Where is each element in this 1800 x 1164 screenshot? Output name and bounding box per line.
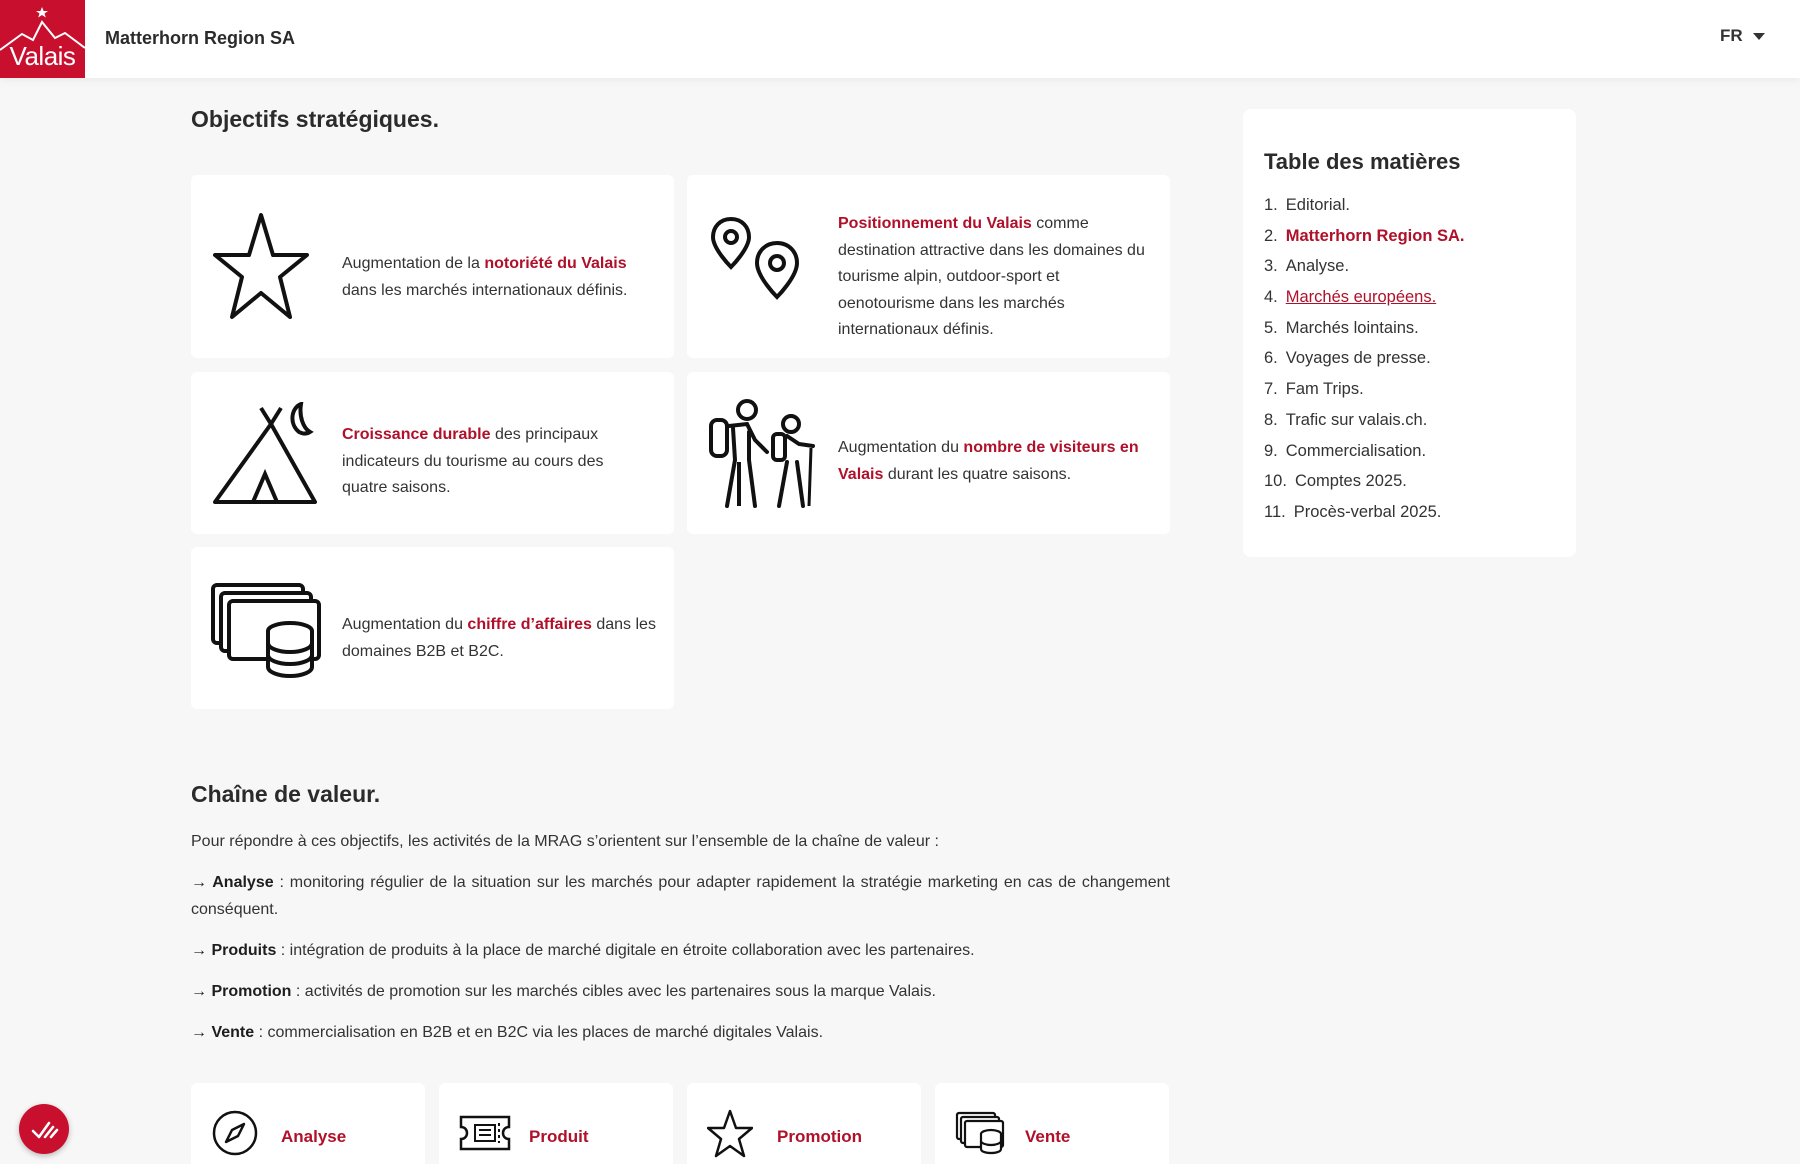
- objective-text: Augmentation de la notoriété du Valais dans les marchés internationaux définis.: [342, 255, 628, 299]
- tent-moon-icon: [213, 402, 317, 506]
- hikers-icon: [707, 398, 819, 510]
- objective-card-visitors: [687, 372, 1170, 534]
- compass-icon: [211, 1109, 259, 1157]
- value-card-produit[interactable]: [439, 1083, 673, 1164]
- objective-text: Positionnement du Valais comme destination attractive dans les domaines du tourisme alpin, outdoor-sport et oenotourisme dans les marchés internationaux définis.: [838, 215, 1145, 338]
- checkmark-lines-icon: [31, 1118, 59, 1142]
- toc-item-commercialisation[interactable]: 9. Commercialisation.: [1264, 441, 1427, 460]
- arrow-right-icon: →: [191, 1024, 207, 1041]
- objective-card-growth: [191, 372, 674, 534]
- value-chain-item-vente: → Vente : commercialisation en B2B et en B2C via les places de marché digitales Valais.: [191, 1024, 824, 1041]
- objective-text: Croissance durable des principaux indicateurs du tourisme au cours des quatre saisons.: [342, 426, 604, 496]
- org-name[interactable]: Matterhorn Region SA: [105, 28, 296, 48]
- valais-logo[interactable]: [0, 0, 85, 78]
- toc-item-fam-trips[interactable]: 7. Fam Trips.: [1264, 380, 1364, 399]
- value-card-label: Promotion: [777, 1127, 862, 1146]
- toc-item-voyages-presse[interactable]: 6. Voyages de presse.: [1264, 349, 1431, 368]
- arrow-right-icon: →: [191, 874, 207, 891]
- value-chain-intro: Pour répondre à ces objectifs, les activités de la MRAG s’orientent sur l’ensemble de la chaîne de valeur :: [191, 833, 939, 850]
- value-chain-title: Chaîne de valeur.: [191, 781, 381, 807]
- language-selector[interactable]: [1720, 26, 1765, 46]
- objectives-title: Objectifs stratégiques.: [191, 106, 439, 132]
- toc-item-marches-europeens[interactable]: 4. Marchés européens.: [1264, 288, 1437, 307]
- objective-card-positioning: [687, 175, 1170, 358]
- floating-action-button[interactable]: [19, 1104, 69, 1154]
- value-card-label: Analyse: [281, 1127, 347, 1146]
- value-chain-item-analyse: → Analyse : monitoring régulier de la situation sur les marchés pour adapter rapidement la stratégie marketing en cas de changement conséquent.: [191, 874, 1170, 918]
- value-card-label: Vente: [1025, 1127, 1071, 1146]
- objective-text: Augmentation du nombre de visiteurs en Valais durant les quatre saisons.: [838, 439, 1139, 483]
- toc-item-marches-lointains[interactable]: 5. Marchés lointains.: [1264, 318, 1419, 337]
- toc-item-proces-verbal[interactable]: 11. Procès-verbal 2025.: [1264, 502, 1442, 521]
- money-stack-icon: [211, 583, 323, 679]
- value-card-vente[interactable]: [935, 1083, 1169, 1164]
- toc-item-editorial[interactable]: 1. Editorial.: [1264, 196, 1350, 214]
- toc-item-matterhorn-region[interactable]: 2. Matterhorn Region SA.: [1264, 226, 1465, 245]
- value-chain-item-produits: → Produits : intégration de produits à la place de marché digitale en étroite collaboration avec les partenaires.: [191, 942, 975, 959]
- toc-item-comptes[interactable]: 10. Comptes 2025.: [1264, 472, 1407, 491]
- map-pins-icon: [711, 217, 811, 317]
- objective-card-notoriety: [191, 175, 674, 358]
- value-card-promotion[interactable]: [687, 1083, 921, 1164]
- star-icon: [213, 211, 309, 321]
- toc-title: Table des matières: [1264, 149, 1461, 174]
- arrow-right-icon: →: [191, 942, 207, 959]
- value-card-label: Produit: [529, 1127, 589, 1146]
- star-icon: [707, 1109, 753, 1159]
- money-stack-icon: [955, 1111, 1005, 1155]
- logo-text: Valais: [9, 41, 76, 71]
- ticket-icon: [459, 1113, 511, 1153]
- top-header: [0, 0, 1800, 78]
- chevron-down-icon: [1753, 33, 1765, 40]
- objective-text: Augmentation du chiffre d’affaires dans les domaines B2B et B2C.: [342, 616, 656, 660]
- toc-item-analyse[interactable]: 3. Analyse.: [1264, 257, 1350, 276]
- toc-item-trafic[interactable]: 8. Trafic sur valais.ch.: [1264, 410, 1428, 429]
- toc-list: [1264, 196, 1465, 534]
- value-card-analyse[interactable]: [191, 1083, 425, 1164]
- objective-card-revenue: [191, 547, 674, 709]
- language-label: FR: [1720, 26, 1743, 45]
- value-chain-item-promotion: → Promotion : activités de promotion sur les marchés cibles avec les partenaires sous la marque Valais.: [191, 983, 936, 1000]
- arrow-right-icon: →: [191, 983, 207, 1000]
